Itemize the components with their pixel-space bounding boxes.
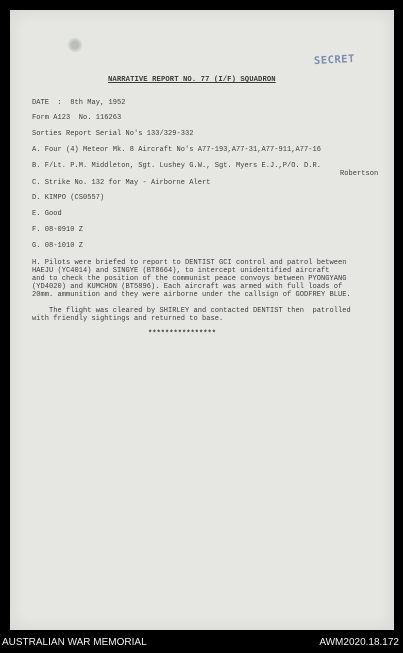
item-h-line-1: H. Pilots were briefed to report to DENTIST GCI control and patrol between <box>32 259 347 267</box>
closing-paragraph-line-2: with friendly sightings and returned to base. <box>32 315 224 323</box>
form-line: Form A123 No. 116263 <box>32 114 122 122</box>
item-b: B. F/Lt. P.M. Middleton, Sgt. Lushey G.W., Sgt. Myers E.J.,P/O. D.R. <box>32 162 322 170</box>
end-separator: **************** <box>148 330 217 338</box>
item-c: C. Strike No. 132 for May - Airborne Alert <box>32 179 211 187</box>
item-g: G. 08-1010 Z <box>32 242 84 250</box>
footer-catalogue-number: AWM2020.18.172 <box>319 637 399 648</box>
report-title: NARRATIVE REPORT NO. 77 (I/F) SQUADRON <box>108 76 276 84</box>
sorties-line: Sorties Report Serial No's 133/329-332 <box>32 130 194 138</box>
item-h-line-4: (YD4020) and KUMCHON (BT5896). Each aircraft was armed with full loads of <box>32 283 343 291</box>
item-e: E. Good <box>32 210 62 218</box>
item-f: F. 08-0910 Z <box>32 226 84 234</box>
item-a: A. Four (4) Meteor Mk. 8 Aircraft No's A77-193,A77-31,A77-911,A77-16 <box>32 146 322 154</box>
footer-institution: AUSTRALIAN WAR MEMORIAL <box>2 637 147 648</box>
paper-blemish <box>66 38 84 52</box>
item-d: D. KIMPO (CS0557) <box>32 194 105 202</box>
item-b-continued: Robertson <box>340 170 379 178</box>
item-h-line-2: HAEJU (YC4014) and SINGYE (BT8664), to intercept unidentified aircraft <box>32 267 330 275</box>
document-page <box>10 10 394 630</box>
item-h-line-3: and to check the position of the communist peace convoys between PYONGYANG <box>32 275 347 283</box>
closing-paragraph-line-1: The flight was cleared by SHIRLEY and contacted DENTIST then patrolled <box>32 307 351 315</box>
item-h-line-5: 20mm. ammunition and they were airborne under the callsign of GODFREY BLUE. <box>32 291 351 299</box>
secret-stamp: SECRET <box>313 52 356 68</box>
date-line: DATE : 8th May, 1952 <box>32 99 126 107</box>
